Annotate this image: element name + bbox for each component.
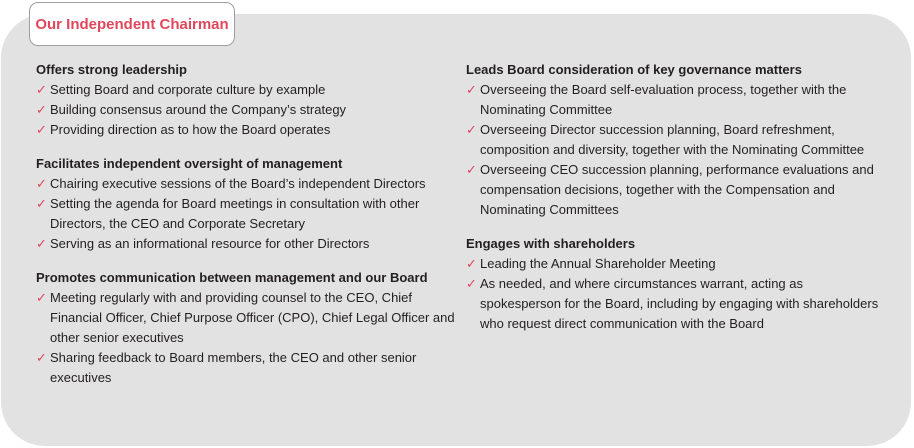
list-item: ✓ Providing direction as to how the Board operates (36, 122, 331, 137)
check-icon: ✓ (466, 82, 477, 97)
left-column (36, 60, 456, 402)
list-item: ✓ Leading the Annual Shareholder Meeting (466, 256, 716, 271)
section-heading: Leads Board consideration of key governance matters (466, 62, 802, 77)
list-item: ✓ As needed, and where circumstances warrant, acting as spokesperson for the Board, including by engaging with shareholders who request direct communication with the Board (466, 276, 879, 331)
bullet-list (36, 174, 456, 254)
title-box (29, 2, 235, 46)
check-icon: ✓ (36, 236, 47, 251)
section-independent-oversight (36, 154, 456, 254)
check-icon: ✓ (466, 276, 477, 291)
check-icon: ✓ (36, 122, 47, 137)
list-item: ✓ Overseeing the Board self-evaluation process, together with the Nominating Committee (466, 82, 847, 117)
section-heading: Facilitates independent oversight of management (36, 156, 343, 171)
bullet-list (466, 254, 886, 334)
section-strong-leadership (36, 60, 456, 140)
list-item: ✓ Overseeing CEO succession planning, performance evaluations and compensation decisions, together with the Compensation and Nominating Committees (466, 162, 874, 217)
list-item: ✓ Chairing executive sessions of the Board’s independent Directors (36, 176, 426, 191)
right-column (466, 60, 886, 348)
bullet-list (36, 288, 456, 388)
list-item: ✓ Overseeing Director succession planning, Board refreshment, composition and diversity, together with the Nominating Committee (466, 122, 865, 157)
check-icon: ✓ (36, 350, 47, 365)
list-item: ✓ Building consensus around the Company’s strategy (36, 102, 347, 117)
check-icon: ✓ (466, 122, 477, 137)
check-icon: ✓ (36, 102, 47, 117)
check-icon: ✓ (36, 290, 47, 305)
bullet-list (466, 80, 886, 220)
page-title: Our Independent Chairman (35, 15, 229, 33)
check-icon: ✓ (36, 82, 47, 97)
check-icon: ✓ (36, 196, 47, 211)
bullet-list (36, 80, 456, 140)
check-icon: ✓ (466, 256, 477, 271)
section-communication (36, 268, 456, 388)
section-heading: Promotes communication between management and our Board (36, 270, 428, 285)
check-icon: ✓ (466, 162, 477, 177)
section-heading: Offers strong leadership (36, 62, 187, 77)
list-item: ✓ Serving as an informational resource for other Directors (36, 236, 370, 251)
section-heading: Engages with shareholders (466, 236, 636, 251)
section-governance (466, 60, 886, 220)
list-item: ✓ Meeting regularly with and providing counsel to the CEO, Chief Financial Officer, Chief Purpose Officer (CPO), Chief Legal Officer and other senior executives (36, 290, 455, 345)
list-item: ✓ Sharing feedback to Board members, the CEO and other senior executives (36, 350, 417, 385)
section-shareholders (466, 234, 886, 334)
check-icon: ✓ (36, 176, 47, 191)
list-item: ✓ Setting the agenda for Board meetings in consultation with other Directors, the CEO and Corporate Secretary (36, 196, 420, 231)
list-item: ✓ Setting Board and corporate culture by example (36, 82, 326, 97)
